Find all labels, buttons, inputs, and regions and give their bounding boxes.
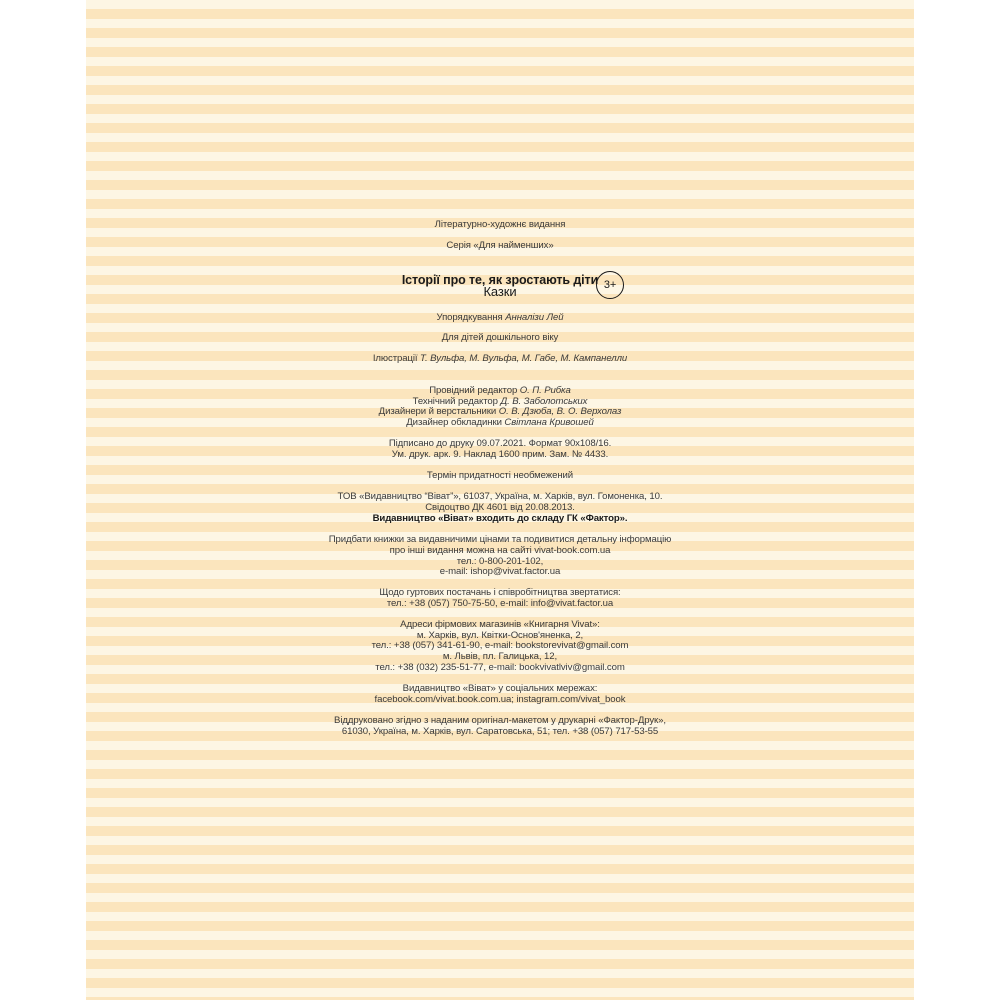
- publisher-address-line: ТОВ «Видавництво “Віват”», 61037, Україна, м. Харків, вул. Гомоненка, 10.: [337, 491, 663, 502]
- buy-line-2: про інші видання можна на сайті vivat-book.com.ua: [389, 545, 611, 556]
- wholesale-line-2: тел.: +38 (057) 750-75-50, e-mail: info@vivat.factor.ua: [386, 598, 614, 609]
- buy-line-1: Придбати книжки за видавничими цінами та подивитися детальну інформацію: [328, 534, 672, 545]
- group-note-line: Видавництво «Віват» входить до складу ГК «Фактор».: [372, 513, 628, 524]
- compiler-label: Упорядкування: [436, 312, 506, 323]
- social-links: facebook.com/vivat.book.com.ua; instagram.com/vivat_book: [374, 694, 626, 705]
- age-rating-badge: 3+: [596, 271, 624, 299]
- illustrations-line: [0, 354, 1000, 365]
- audience-line: Для дітей дошкільного віку: [441, 332, 559, 343]
- certificate-line: Свідоцтво ДК 4601 від 20.08.2013.: [425, 502, 575, 513]
- genre-line: Літературно-художнє видання: [434, 219, 566, 230]
- tech-editor-label: Технічний редактор: [412, 396, 501, 407]
- book-subtitle: Казки: [483, 284, 517, 299]
- illustrations-label: Ілюстрації: [372, 353, 421, 364]
- compiler-name: Анналізи Лей: [505, 312, 564, 323]
- designers-names: О. В. Дзюба, В. О. Верхолаз: [498, 406, 622, 417]
- illustrations-names: Т. Вульфа, М. Вульфа, М. Габе, М. Кампанелли: [420, 353, 628, 364]
- store1-contacts: тел.: +38 (057) 341-61-90, e-mail: bookstorevivat@gmail.com: [371, 640, 629, 651]
- store2-address: м. Львів, пл. Галицька, 12,: [442, 651, 558, 662]
- series-line: Серія «Для найменших»: [446, 240, 554, 251]
- book-title: Історії про те, як зростають діти: [401, 273, 599, 287]
- cover-designer-line: [0, 418, 1000, 429]
- tech-editor-name: Д. В. Заболотських: [500, 396, 588, 407]
- print-signed-line: Підписано до друку 09.07.2021. Формат 90x108/16.: [388, 438, 612, 449]
- compiler-line: [0, 313, 1000, 324]
- designers-line: [0, 407, 1000, 418]
- printed-line-2: 61030, Україна, м. Харків, вул. Саратовська, 51; тел. +38 (057) 717-53-55: [341, 726, 659, 737]
- stores-heading: Адреси фірмових магазинів «Книгарня Vivat»:: [400, 619, 600, 630]
- cover-designer-name: Світлана Кривошей: [504, 417, 594, 428]
- shelf-life-line: Термін придатності необмежений: [426, 470, 574, 481]
- lead-editor-line: [0, 386, 1000, 397]
- buy-email-line: e-mail: ishop@vivat.factor.ua: [439, 566, 561, 577]
- designers-label: Дизайнери й верстальники: [378, 406, 499, 417]
- store1-address: м. Харків, вул. Квітки-Основ'яненка, 2,: [416, 630, 584, 641]
- store2-contacts: тел.: +38 (032) 235-51-77, e-mail: bookvivatlviv@gmail.com: [375, 662, 625, 673]
- printed-line-1: Віддруковано згідно з наданим оригінал-макетом у друкарні «Фактор-Друк»,: [334, 715, 666, 726]
- lead-editor-name: О. П. Рибка: [519, 385, 571, 396]
- cover-designer-label: Дизайнер обкладинки: [406, 417, 505, 428]
- print-sheets-line: Ум. друк. арк. 9. Наклад 1600 прим. Зам. № 4433.: [391, 449, 609, 460]
- lead-editor-label: Провідний редактор: [429, 385, 520, 396]
- social-heading: Видавництво «Віват» у соціальних мережах:: [402, 683, 598, 694]
- buy-phone-line: тел.: 0-800-201-102,: [456, 556, 544, 567]
- wholesale-line-1: Щодо гуртових постачань і співробітництва звертатися:: [379, 587, 621, 598]
